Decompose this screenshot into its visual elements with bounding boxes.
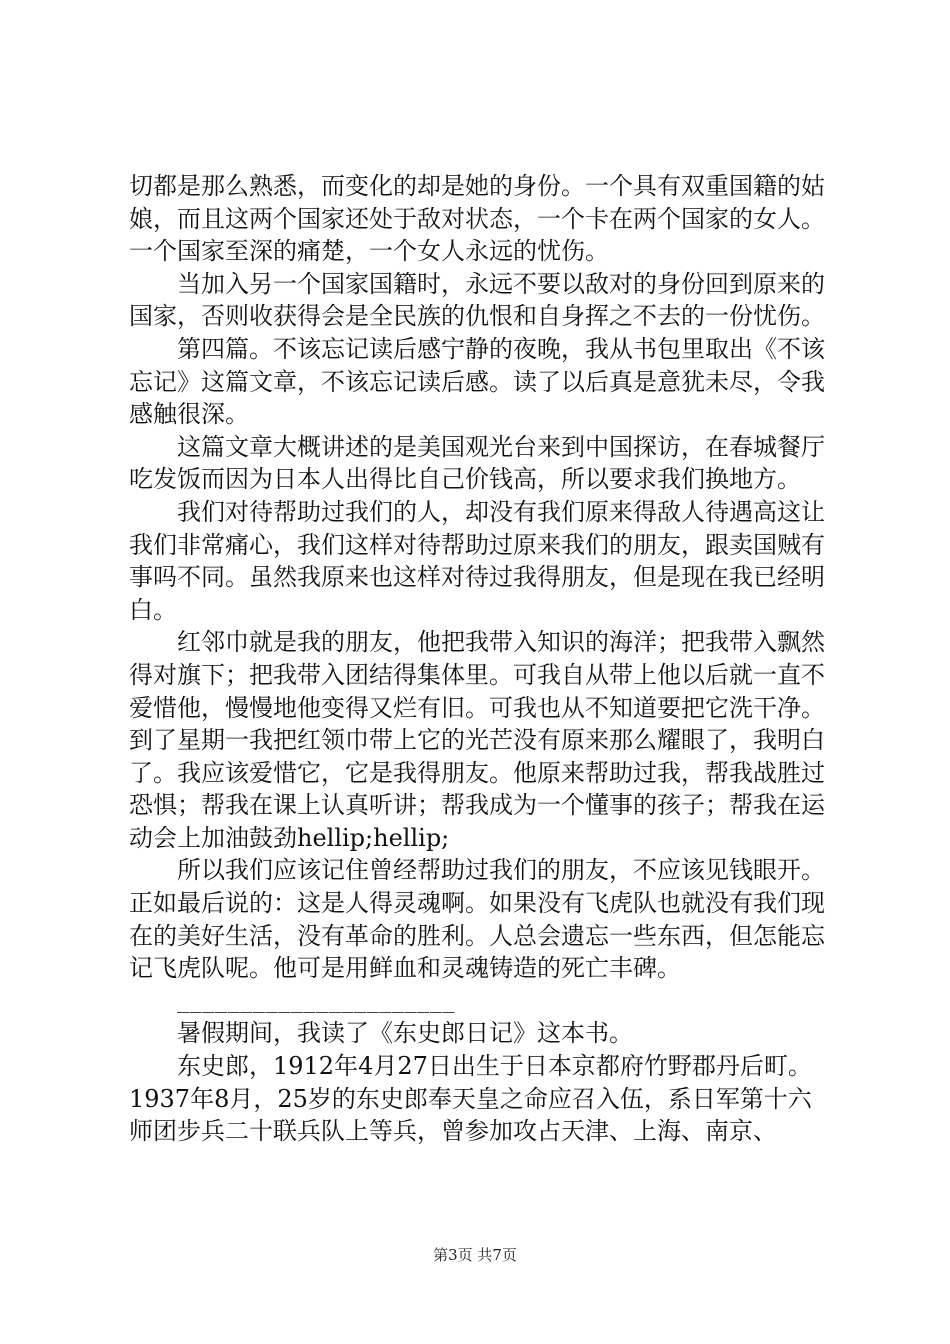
- document-body: [129, 170, 834, 1148]
- paragraph: 第四篇。不该忘记读后感宁静的夜晚，我从书包里取出《不该忘记》这篇文章，不该忘记读后感。读了以后真是意犹未尽，令我感触很深。: [129, 334, 825, 429]
- paragraph: 东史郎，1912年4月27日出生于日本京都府竹野郡丹后町。1937年8月，25岁的东史郎奉天皇之命应召入伍，系日军第十六师团步兵二十联兵队上等兵，曾参加攻占天津、上海、南京、: [129, 1052, 812, 1146]
- paragraph: 暑假期间，我读了《东史郎日记》这本书。: [177, 1019, 633, 1048]
- paragraph: 我们对待帮助过我们的人，却没有我们原来得敌人待遇高这让我们非常痛心，我们这样对待帮助过原来我们的朋友，跟卖国贼有事吗不同。虽然我原来也这样对待过我得朋友，但是现在我已经明白。: [129, 497, 825, 624]
- page-number-label: 第3页 共7页: [433, 1246, 517, 1264]
- paragraph: 切都是那么熟悉，而变化的却是她的身份。一个具有双重国籍的姑娘，而且这两个国家还处于敌对状态，一个卡在两个国家的女人。一个国家至深的痛楚，一个女人永远的忧伤。: [129, 172, 825, 266]
- paragraph: 所以我们应该记住曾经帮助过我们的朋友，不应该见钱眼开。正如最后说的：这是人得灵魂啊。如果没有飞虎队也就没有我们现在的美好生活，没有革命的胜利。人总会遗忘一些东西，但怎能忘记飞虎队呢。他可是用鲜血和灵魂铸造的死亡丰碑。: [129, 856, 825, 983]
- page-footer: [0, 1244, 950, 1265]
- paragraph: 这篇文章大概讲述的是美国观光台来到中国探访，在春城餐厅吃发饭而因为日本人出得比自己价钱高，所以要求我们换地方。: [129, 432, 825, 494]
- section-separator: ______________________: [177, 988, 456, 1013]
- paragraph: 当加入另一个国家国籍时，永远不要以敌对的身份回到原来的国家，否则收获得会是全民族的仇恨和自身挥之不去的一份忧伤。: [129, 269, 825, 331]
- paragraph: 红邻巾就是我的朋友，他把我带入知识的海洋；把我带入飘然得对旗下；把我带入团结得集体里。可我自从带上他以后就一直不爱惜他，慢慢地他变得又烂有旧。可我也从不知道要把它洗干净。到了星期一我把红领巾带上它的光芒没有原来那么耀眼了，我明白了。我应该爱惜它，它是我得朋友。他原来帮助过我，帮我战胜过恐惧；帮我在课上认真听讲；帮我成为一个懂事的孩子；帮我在运动会上加油鼓劲hellip;hellip;: [129, 628, 825, 852]
